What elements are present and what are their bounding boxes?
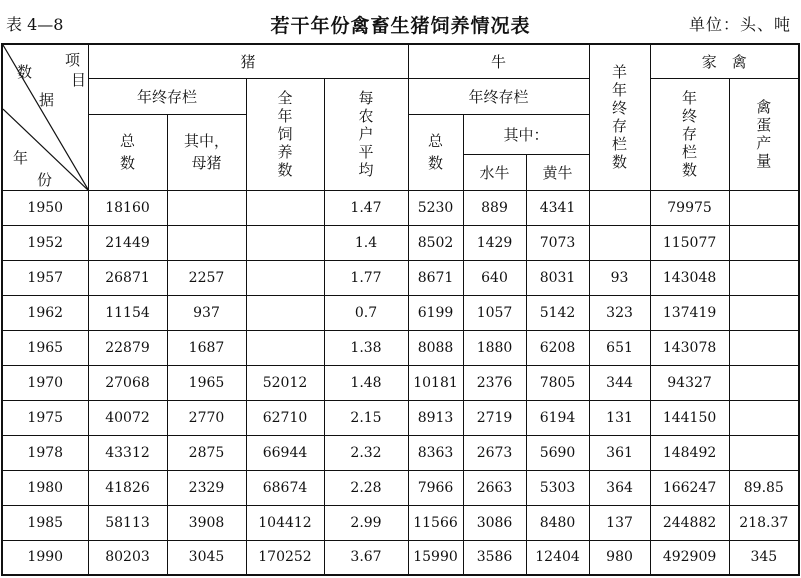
cell-poultry: 137419 (650, 295, 729, 330)
cell-yellow: 7073 (526, 225, 589, 260)
cell-pig-annual (246, 295, 324, 330)
cell-pig-total: 41826 (88, 470, 167, 505)
pig-year-end-header: 年终存栏 (88, 78, 246, 114)
cell-eggs (729, 365, 799, 400)
cell-pig-annual: 170252 (246, 540, 324, 575)
pig-avg-header: 每农户平均 (324, 78, 408, 190)
cell-year: 1985 (2, 505, 88, 540)
table-caption (0, 8, 801, 36)
cell-yellow: 5690 (526, 435, 589, 470)
cell-sheep (589, 190, 650, 225)
cell-poultry: 244882 (650, 505, 729, 540)
cell-pig-total: 58113 (88, 505, 167, 540)
table-row (2, 365, 799, 400)
cell-cattle-total: 6199 (408, 295, 463, 330)
cell-sheep: 361 (589, 435, 650, 470)
corner-header (2, 44, 88, 190)
poultry-group-header: 家 禽 (650, 44, 799, 78)
cell-sheep (589, 225, 650, 260)
cell-avg: 2.32 (324, 435, 408, 470)
cell-pig-total: 22879 (88, 330, 167, 365)
cell-yellow: 5142 (526, 295, 589, 330)
cell-sow (167, 225, 246, 260)
cell-year: 1957 (2, 260, 88, 295)
cell-poultry: 115077 (650, 225, 729, 260)
cell-pig-total: 80203 (88, 540, 167, 575)
cell-avg: 2.15 (324, 400, 408, 435)
corner-label-ju: 据 (39, 91, 55, 109)
cell-poultry: 492909 (650, 540, 729, 575)
cell-sow: 1965 (167, 365, 246, 400)
cell-buffalo: 640 (463, 260, 526, 295)
cell-avg: 1.77 (324, 260, 408, 295)
table-row (2, 470, 799, 505)
cell-pig-total: 26871 (88, 260, 167, 295)
cell-yellow: 6208 (526, 330, 589, 365)
cell-poultry: 143078 (650, 330, 729, 365)
cell-year: 1970 (2, 365, 88, 400)
cell-sheep: 137 (589, 505, 650, 540)
egg-output-header: 禽蛋产量 (729, 78, 799, 190)
cell-year: 1950 (2, 190, 88, 225)
cell-yellow: 5303 (526, 470, 589, 505)
cattle-year-end-header: 年终存栏 (408, 78, 589, 114)
cell-pig-annual: 68674 (246, 470, 324, 505)
cell-sow: 2257 (167, 260, 246, 295)
corner-label-mu: 目 (71, 71, 87, 89)
cell-buffalo: 3086 (463, 505, 526, 540)
cell-pig-annual (246, 225, 324, 260)
cell-cattle-total: 11566 (408, 505, 463, 540)
table-row (2, 330, 799, 365)
cattle-total-header: 总 数 (408, 114, 463, 190)
cell-eggs (729, 330, 799, 365)
table-row (2, 505, 799, 540)
cell-year: 1965 (2, 330, 88, 365)
cell-pig-annual (246, 190, 324, 225)
cell-cattle-total: 7966 (408, 470, 463, 505)
cell-avg: 1.47 (324, 190, 408, 225)
cell-yellow: 8031 (526, 260, 589, 295)
pig-total-header: 总 数 (88, 114, 167, 190)
cell-cattle-total: 8913 (408, 400, 463, 435)
cell-buffalo: 2663 (463, 470, 526, 505)
cell-pig-annual (246, 260, 324, 295)
table-body (2, 190, 799, 575)
cell-pig-total: 27068 (88, 365, 167, 400)
cell-sheep: 651 (589, 330, 650, 365)
cell-avg: 1.48 (324, 365, 408, 400)
cell-year: 1975 (2, 400, 88, 435)
table-title: 若干年份禽畜生猪饲养情况表 (270, 15, 531, 37)
cell-buffalo: 2719 (463, 400, 526, 435)
cell-pig-total: 11154 (88, 295, 167, 330)
cattle-of-which-header: 其中： (463, 114, 589, 154)
cell-year: 1952 (2, 225, 88, 260)
cell-yellow: 6194 (526, 400, 589, 435)
cell-sheep: 131 (589, 400, 650, 435)
cell-eggs (729, 260, 799, 295)
cell-sow: 3045 (167, 540, 246, 575)
cell-eggs (729, 190, 799, 225)
table-row (2, 225, 799, 260)
cell-eggs: 218.37 (729, 505, 799, 540)
cell-yellow: 7805 (526, 365, 589, 400)
cell-avg: 2.28 (324, 470, 408, 505)
cell-sow (167, 190, 246, 225)
cell-buffalo: 889 (463, 190, 526, 225)
cell-pig-total: 21449 (88, 225, 167, 260)
cell-eggs (729, 435, 799, 470)
corner-label-nian: 年 (13, 149, 29, 167)
cell-poultry: 79975 (650, 190, 729, 225)
cell-buffalo: 3586 (463, 540, 526, 575)
table-row (2, 260, 799, 295)
table-row (2, 540, 799, 575)
cell-buffalo: 1880 (463, 330, 526, 365)
cell-poultry: 166247 (650, 470, 729, 505)
cell-buffalo: 1057 (463, 295, 526, 330)
cell-eggs (729, 225, 799, 260)
cell-avg: 0.7 (324, 295, 408, 330)
cell-cattle-total: 8502 (408, 225, 463, 260)
cell-buffalo: 1429 (463, 225, 526, 260)
cell-year: 1962 (2, 295, 88, 330)
cell-cattle-total: 5230 (408, 190, 463, 225)
cell-poultry: 94327 (650, 365, 729, 400)
cell-cattle-total: 8363 (408, 435, 463, 470)
cell-cattle-total: 8671 (408, 260, 463, 295)
cell-pig-annual: 66944 (246, 435, 324, 470)
cell-eggs: 345 (729, 540, 799, 575)
cell-poultry: 144150 (650, 400, 729, 435)
cell-sow: 937 (167, 295, 246, 330)
cell-avg: 1.38 (324, 330, 408, 365)
cell-year: 1978 (2, 435, 88, 470)
pig-sow-header: 其中， 母猪 (167, 114, 246, 190)
cell-buffalo: 2376 (463, 365, 526, 400)
livestock-table (1, 43, 800, 576)
cell-pig-annual (246, 330, 324, 365)
corner-label-xiang: 项 (65, 51, 81, 69)
cell-pig-annual: 62710 (246, 400, 324, 435)
table-row (2, 190, 799, 225)
cell-sow: 2770 (167, 400, 246, 435)
cell-year: 1980 (2, 470, 88, 505)
cell-eggs: 89.85 (729, 470, 799, 505)
cattle-group-header: 牛 (408, 44, 589, 78)
buffalo-header: 水牛 (463, 154, 526, 190)
cell-sheep: 364 (589, 470, 650, 505)
pig-group-header: 猪 (88, 44, 408, 78)
cell-sheep: 344 (589, 365, 650, 400)
unit-label: 单位：头、吨 (688, 15, 791, 34)
yellow-cattle-header: 黄牛 (526, 154, 589, 190)
cell-sow: 2329 (167, 470, 246, 505)
cell-sow: 2875 (167, 435, 246, 470)
corner-label-fen: 份 (37, 171, 53, 189)
cell-buffalo: 2673 (463, 435, 526, 470)
cell-avg: 1.4 (324, 225, 408, 260)
cell-pig-annual: 52012 (246, 365, 324, 400)
cell-yellow: 4341 (526, 190, 589, 225)
cell-sow: 1687 (167, 330, 246, 365)
cell-cattle-total: 15990 (408, 540, 463, 575)
cell-sheep: 323 (589, 295, 650, 330)
corner-label-shu: 数 (17, 63, 33, 81)
cell-eggs (729, 295, 799, 330)
cell-cattle-total: 10181 (408, 365, 463, 400)
cell-avg: 3.67 (324, 540, 408, 575)
table-row (2, 400, 799, 435)
cell-sheep: 980 (589, 540, 650, 575)
cell-yellow: 12404 (526, 540, 589, 575)
cell-yellow: 8480 (526, 505, 589, 540)
cell-poultry: 148492 (650, 435, 729, 470)
cell-pig-annual: 104412 (246, 505, 324, 540)
cell-sheep: 93 (589, 260, 650, 295)
table-row (2, 295, 799, 330)
cell-poultry: 143048 (650, 260, 729, 295)
cell-sow: 3908 (167, 505, 246, 540)
sheep-header: 羊年终存栏数 (589, 44, 650, 190)
table-number: 表 4—8 (6, 15, 64, 34)
cell-pig-total: 40072 (88, 400, 167, 435)
cell-eggs (729, 400, 799, 435)
table-row (2, 435, 799, 470)
cell-pig-total: 43312 (88, 435, 167, 470)
cell-pig-total: 18160 (88, 190, 167, 225)
poultry-stock-header: 年终存栏数 (650, 78, 729, 190)
pig-annual-header: 全年饲养数 (246, 78, 324, 190)
cell-cattle-total: 8088 (408, 330, 463, 365)
cell-avg: 2.99 (324, 505, 408, 540)
cell-year: 1990 (2, 540, 88, 575)
